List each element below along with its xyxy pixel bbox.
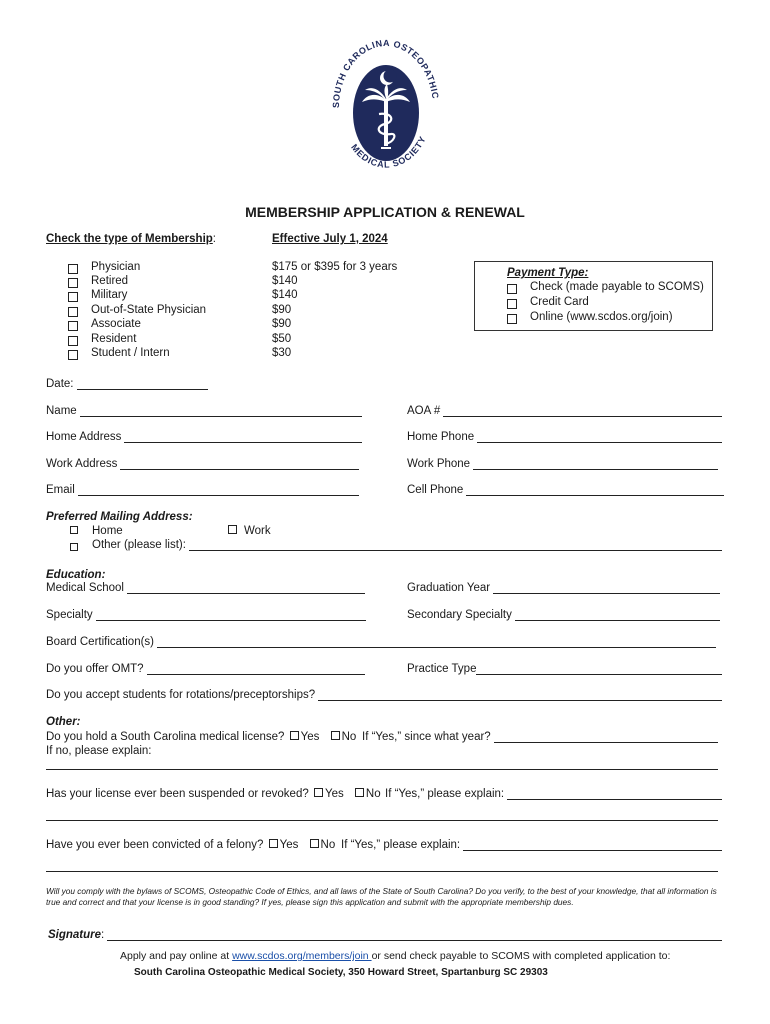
suspended-yes-label: Yes bbox=[324, 788, 344, 800]
cell-phone-field[interactable] bbox=[407, 484, 724, 496]
felony-question bbox=[46, 839, 335, 851]
suspended-question bbox=[46, 788, 381, 800]
practice-type-label: Practice Type bbox=[407, 663, 477, 675]
membership-header bbox=[46, 233, 216, 245]
page-title: MEMBERSHIP APPLICATION & RENEWAL bbox=[245, 204, 525, 220]
membership-price: $50 bbox=[272, 333, 292, 345]
license-yes-checkbox[interactable] bbox=[290, 731, 299, 740]
home-address-field[interactable] bbox=[46, 431, 362, 443]
mailing-work-label: Work bbox=[244, 525, 271, 537]
payment-checkbox[interactable] bbox=[507, 314, 517, 324]
membership-checkbox[interactable] bbox=[68, 321, 78, 331]
home-phone-label: Home Phone bbox=[407, 431, 475, 443]
membership-header-colon: : bbox=[212, 233, 216, 245]
medical-school-field[interactable] bbox=[46, 582, 365, 594]
payment-checkbox[interactable] bbox=[507, 284, 517, 294]
payment-option: Credit Card bbox=[530, 296, 589, 308]
payment-title: Payment Type: bbox=[507, 267, 589, 279]
date-field[interactable] bbox=[46, 378, 208, 390]
signature-colon: : bbox=[101, 929, 105, 941]
mailing-work-checkbox[interactable] bbox=[228, 525, 237, 534]
mailing-work-option[interactable] bbox=[226, 525, 271, 537]
suspended-explain-label: If “Yes,” please explain: bbox=[385, 788, 505, 800]
membership-label: Associate bbox=[91, 318, 141, 330]
home-phone-field[interactable] bbox=[407, 431, 722, 443]
membership-label: Resident bbox=[91, 333, 137, 345]
suspended-explain-field[interactable] bbox=[385, 788, 722, 800]
membership-label: Military bbox=[91, 289, 128, 301]
license-no-checkbox[interactable] bbox=[331, 731, 340, 740]
mailing-home-label: Home bbox=[92, 525, 123, 537]
signature-label: Signature bbox=[48, 929, 102, 941]
footer-apply-prefix: Apply and pay online at bbox=[120, 950, 233, 962]
license-since-field[interactable] bbox=[362, 731, 718, 743]
secondary-specialty-field[interactable] bbox=[407, 609, 720, 621]
license-no-label: No bbox=[341, 731, 357, 743]
membership-header-text: Check the type of Membership bbox=[46, 233, 213, 245]
membership-price: $30 bbox=[272, 347, 292, 359]
mailing-other-checkbox[interactable] bbox=[70, 543, 78, 551]
membership-checkbox[interactable] bbox=[68, 307, 78, 317]
mailing-other-label: Other (please list): bbox=[92, 539, 186, 551]
omt-label: Do you offer OMT? bbox=[46, 663, 144, 675]
license-question-text: Do you hold a South Carolina medical license? bbox=[46, 731, 285, 743]
aoa-field[interactable] bbox=[407, 405, 722, 417]
omt-field[interactable] bbox=[46, 663, 365, 675]
work-phone-field[interactable] bbox=[407, 458, 718, 470]
students-field[interactable] bbox=[46, 689, 722, 701]
if-no-explain-label: If no, please explain: bbox=[46, 745, 152, 757]
mailing-title: Preferred Mailing Address: bbox=[46, 511, 193, 523]
graduation-year-field[interactable] bbox=[407, 582, 720, 594]
suspended-no-checkbox[interactable] bbox=[355, 788, 364, 797]
practice-type-field[interactable] bbox=[407, 663, 722, 675]
license-question bbox=[46, 731, 356, 743]
suspended-explain-line[interactable] bbox=[46, 820, 718, 821]
membership-checkbox[interactable] bbox=[68, 264, 78, 274]
work-address-field[interactable] bbox=[46, 458, 359, 470]
suspended-yes-checkbox[interactable] bbox=[314, 788, 323, 797]
effective-date: Effective July 1, 2024 bbox=[272, 233, 388, 245]
payment-type-box bbox=[474, 261, 713, 331]
if-no-explain-line[interactable] bbox=[46, 769, 718, 770]
suspended-no-label: No bbox=[365, 788, 381, 800]
email-field[interactable] bbox=[46, 484, 359, 496]
suspended-question-text: Has your license ever been suspended or revoked? bbox=[46, 788, 309, 800]
membership-label: Retired bbox=[91, 275, 129, 287]
membership-label: Student / Intern bbox=[91, 347, 170, 359]
membership-price: $175 or $395 for 3 years bbox=[272, 261, 398, 273]
students-label: Do you accept students for rotations/preceptorships? bbox=[46, 689, 316, 701]
email-label: Email bbox=[46, 484, 75, 496]
membership-checkbox[interactable] bbox=[68, 278, 78, 288]
mailing-home-checkbox[interactable] bbox=[70, 526, 78, 534]
aoa-label: AOA # bbox=[407, 405, 441, 417]
footer-apply-suffix: or send check payable to SCOMS with completed application to: bbox=[371, 950, 671, 962]
cell-phone-label: Cell Phone bbox=[407, 484, 464, 496]
license-since-label: If “Yes,” since what year? bbox=[362, 731, 491, 743]
logo-arc-top: SOUTH CAROLINA OSTEOPATHIC bbox=[330, 37, 441, 109]
membership-price: $140 bbox=[272, 275, 298, 287]
payment-checkbox[interactable] bbox=[507, 299, 517, 309]
join-link[interactable]: www.scdos.org/members/join bbox=[232, 950, 372, 962]
membership-price: $140 bbox=[272, 289, 298, 301]
felony-explain-label: If “Yes,” please explain: bbox=[341, 839, 461, 851]
board-cert-label: Board Certification(s) bbox=[46, 636, 155, 648]
date-label: Date: bbox=[46, 378, 74, 390]
mailing-other-field[interactable] bbox=[68, 539, 722, 551]
felony-no-label: No bbox=[320, 839, 336, 851]
membership-checkbox[interactable] bbox=[68, 292, 78, 302]
membership-price: $90 bbox=[272, 318, 292, 330]
signature-field[interactable] bbox=[48, 929, 722, 941]
payment-option: Check (made payable to SCOMS) bbox=[530, 281, 704, 293]
medical-school-label: Medical School bbox=[46, 582, 124, 594]
membership-checkbox[interactable] bbox=[68, 336, 78, 346]
payment-option: Online (www.scdos.org/join) bbox=[530, 311, 673, 323]
work-address-label: Work Address bbox=[46, 458, 118, 470]
felony-explain-field[interactable] bbox=[341, 839, 722, 851]
felony-explain-line[interactable] bbox=[46, 871, 718, 872]
specialty-label: Specialty bbox=[46, 609, 93, 621]
name-field[interactable] bbox=[46, 405, 362, 417]
graduation-year-label: Graduation Year bbox=[407, 582, 491, 594]
home-address-label: Home Address bbox=[46, 431, 122, 443]
membership-checkbox[interactable] bbox=[68, 350, 78, 360]
work-phone-label: Work Phone bbox=[407, 458, 471, 470]
membership-label: Physician bbox=[91, 261, 141, 273]
education-title: Education: bbox=[46, 569, 106, 581]
mailing-home-option[interactable] bbox=[68, 525, 123, 537]
membership-price: $90 bbox=[272, 304, 292, 316]
membership-label: Out-of-State Physician bbox=[91, 304, 207, 316]
footer-address: South Carolina Osteopathic Medical Society, 350 Howard Street, Spartanburg SC 29303 bbox=[134, 967, 548, 978]
name-label: Name bbox=[46, 405, 77, 417]
felony-yes-label: Yes bbox=[279, 839, 299, 851]
board-cert-field[interactable] bbox=[46, 636, 716, 648]
disclaimer-text: Will you comply with the bylaws of SCOMS, Osteopathic Code of Ethics, and all laws of the State of South Carolina? Do you verify, to the best of your knowledge, that all information is true and correct and that your license is in good standing? If yes, please sign this application and submit with the appropriate membership dues. bbox=[46, 886, 717, 907]
other-title: Other: bbox=[46, 716, 81, 728]
logo-arc-bottom: MEDICAL SOCIETY bbox=[349, 134, 428, 170]
footer-apply bbox=[120, 950, 670, 962]
secondary-specialty-label: Secondary Specialty bbox=[407, 609, 512, 621]
license-yes-label: Yes bbox=[300, 731, 320, 743]
felony-no-checkbox[interactable] bbox=[310, 839, 319, 848]
felony-question-text: Have you ever been convicted of a felony? bbox=[46, 839, 264, 851]
felony-yes-checkbox[interactable] bbox=[269, 839, 278, 848]
scoms-logo bbox=[327, 28, 445, 188]
specialty-field[interactable] bbox=[46, 609, 366, 621]
